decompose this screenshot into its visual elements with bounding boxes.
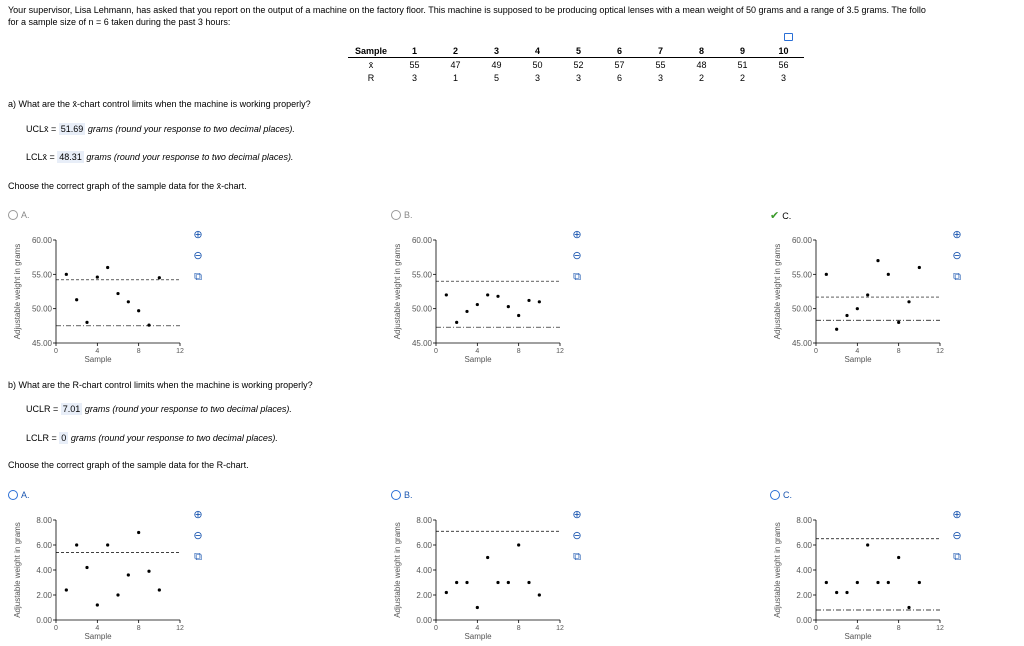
y-tick-label: 50.00 — [791, 304, 812, 314]
data-point — [496, 295, 499, 298]
ucl-xbar-label: UCLx̄ = — [26, 124, 57, 134]
y-tick-label: 45.00 — [411, 339, 432, 348]
x-tick-label: 4 — [855, 625, 860, 632]
data-point — [127, 300, 130, 303]
x-tick-label: 8 — [516, 625, 521, 632]
table-cell: 10 — [763, 44, 804, 58]
popout-icon[interactable]: ⧉ — [194, 551, 202, 563]
data-point — [527, 299, 530, 302]
x-axis-label: Sample — [464, 355, 492, 364]
data-point — [825, 581, 828, 584]
x-tick-label: 0 — [54, 625, 58, 632]
y-tick-label: 8.00 — [796, 516, 812, 525]
data-point — [517, 314, 520, 317]
y-tick-label: 55.00 — [411, 270, 432, 280]
data-point — [876, 259, 879, 262]
data-point — [907, 300, 910, 303]
x-tick-label: 0 — [814, 625, 818, 632]
r-chart-a[interactable] — [10, 508, 210, 641]
data-point — [96, 603, 99, 606]
x-tick-label: 8 — [896, 625, 901, 632]
data-point — [96, 275, 99, 278]
data-point — [106, 543, 109, 546]
popout-icon[interactable]: ⧉ — [953, 271, 961, 283]
data-point — [538, 300, 541, 303]
ucl-r-label: UCLR = — [26, 404, 59, 414]
zoom-out-icon[interactable]: ⊖ — [952, 250, 962, 262]
problem-intro — [8, 4, 1022, 28]
table-cell: 3 — [411, 72, 417, 83]
zoom-out-icon[interactable]: ⊖ — [952, 530, 962, 542]
data-point — [476, 606, 479, 609]
y-tick-label: 50.00 — [411, 304, 432, 314]
intro-line-1: Your supervisor, Lisa Lehmann, has asked that you report on the output of a machine on the factory floor. This machine is supposed to be producing optical lenses with a mean weight of 50 grams and a range of 3.5 grams. The follo — [8, 5, 926, 15]
data-point — [445, 591, 448, 594]
radio-icon[interactable] — [391, 490, 401, 500]
data-point — [116, 292, 119, 295]
data-point — [147, 324, 150, 327]
option-label: B. — [404, 490, 413, 500]
y-tick-label: 6.00 — [416, 541, 432, 550]
data-point — [486, 293, 489, 296]
xbar-chart-b[interactable] — [390, 228, 590, 368]
x-tick-label: 12 — [556, 348, 564, 355]
y-tick-label: 0.00 — [416, 616, 432, 625]
data-point — [158, 588, 161, 591]
sample-data-table — [348, 44, 804, 84]
radio-icon[interactable] — [8, 210, 18, 220]
x-axis-label: Sample — [844, 355, 872, 364]
zoom-in-icon[interactable]: ⊕ — [952, 229, 962, 241]
data-point — [137, 531, 140, 534]
data-point — [106, 266, 109, 269]
zoom-in-icon[interactable]: ⊕ — [193, 509, 203, 521]
data-point — [887, 273, 890, 276]
option-label: C. — [783, 490, 792, 500]
option-b-xbar[interactable] — [391, 210, 413, 220]
ucl-xbar-input[interactable]: 51.69 — [60, 124, 84, 134]
lcl-xbar-label: LCLx̄ = — [26, 152, 55, 162]
table-cell: 50 — [532, 59, 543, 70]
intro-line-2: for a sample size of n = 6 taken during the past 3 hours: — [8, 17, 231, 27]
data-point — [845, 314, 848, 317]
y-tick-label: 60.00 — [31, 236, 52, 245]
data-point — [65, 273, 68, 276]
table-cell: 1 — [452, 72, 458, 83]
zoom-in-icon[interactable]: ⊕ — [952, 509, 962, 521]
data-point — [887, 581, 890, 584]
data-point — [158, 276, 161, 279]
table-cell: 56 — [778, 59, 789, 70]
table-cell: 49 — [491, 59, 502, 70]
r-chart-b[interactable] — [390, 508, 590, 641]
y-tick-label: 4.00 — [796, 566, 812, 575]
y-axis-label: Adjustable weight in grams — [393, 243, 402, 340]
data-point — [538, 593, 541, 596]
data-point — [918, 266, 921, 269]
popout-icon[interactable]: ⧉ — [573, 271, 581, 283]
table-cell: 8 — [681, 44, 722, 58]
data-point — [527, 581, 530, 584]
x-tick-label: 4 — [475, 625, 480, 632]
y-tick-label: 55.00 — [31, 270, 52, 280]
choose-r-graph: Choose the correct graph of the sample data for the R-chart. — [8, 460, 249, 470]
ucl-r-row — [26, 404, 292, 414]
table-cell: 51 — [737, 59, 748, 70]
x-tick-label: 0 — [434, 348, 438, 355]
y-tick-label: 60.00 — [791, 236, 812, 245]
zoom-out-icon[interactable]: ⊖ — [193, 250, 203, 262]
x-tick-label: 0 — [54, 348, 58, 355]
x-axis-label: Sample — [84, 355, 112, 364]
table-cell: 6 — [599, 44, 640, 58]
table-cell: 4 — [517, 44, 558, 58]
ucl-r-input[interactable]: 7.01 — [62, 404, 81, 414]
data-point — [856, 581, 859, 584]
table-cell: 52 — [573, 59, 584, 70]
y-tick-label: 4.00 — [416, 566, 432, 575]
xbar-chart-c[interactable] — [770, 228, 970, 368]
x-tick-label: 0 — [814, 348, 818, 355]
lcl-xbar-row — [26, 152, 293, 162]
y-tick-label: 0.00 — [36, 616, 52, 625]
data-point — [127, 573, 130, 576]
data-point — [75, 298, 78, 301]
copy-icon[interactable] — [784, 33, 793, 41]
data-point — [918, 581, 921, 584]
table-cell: 3 — [476, 44, 517, 58]
x-tick-label: 4 — [95, 625, 100, 632]
y-axis-label: Adjustable weight in grams — [393, 522, 402, 618]
x-tick-label: 12 — [176, 625, 184, 632]
x-tick-label: 12 — [556, 625, 564, 632]
zoom-in-icon[interactable]: ⊕ — [572, 229, 582, 241]
data-point — [897, 556, 900, 559]
y-axis-label: Adjustable weight in grams — [773, 243, 782, 340]
x-tick-label: 8 — [136, 348, 141, 355]
table-cell: 6 — [616, 72, 622, 83]
xbar-chart-a[interactable] — [10, 228, 210, 368]
option-label: B. — [404, 210, 413, 220]
x-tick-label: 4 — [855, 348, 860, 355]
option-label: A. — [21, 490, 30, 500]
y-tick-label: 8.00 — [36, 516, 52, 525]
x-tick-label: 8 — [516, 348, 521, 355]
data-point — [866, 543, 869, 546]
ucl-xbar-hint: grams (round your response to two decimal places). — [87, 124, 295, 134]
table-cell: 3 — [780, 72, 786, 83]
option-a-r[interactable] — [8, 490, 30, 500]
x-tick-label: 12 — [936, 348, 944, 355]
y-tick-label: 6.00 — [796, 541, 812, 550]
table-header-sample: Sample — [348, 44, 394, 58]
option-c-xbar[interactable] — [770, 209, 791, 222]
table-row-label-xbar: x̄ — [368, 59, 374, 70]
data-point — [137, 309, 140, 312]
data-point — [845, 591, 848, 594]
y-axis-label: Adjustable weight in grams — [13, 243, 22, 340]
data-point — [496, 581, 499, 584]
table-cell: 3 — [534, 72, 540, 83]
y-tick-label: 4.00 — [36, 566, 52, 575]
table-cell: 1 — [394, 44, 435, 58]
data-point — [517, 543, 520, 546]
data-point — [455, 321, 458, 324]
option-b-r[interactable] — [391, 490, 413, 500]
zoom-out-icon[interactable]: ⊖ — [572, 250, 582, 262]
y-tick-label: 2.00 — [796, 591, 812, 600]
x-tick-label: 0 — [434, 625, 438, 632]
zoom-in-icon[interactable]: ⊕ — [572, 509, 582, 521]
table-cell: 2 — [739, 72, 745, 83]
popout-icon[interactable]: ⧉ — [573, 551, 581, 563]
x-tick-label: 4 — [475, 348, 480, 355]
question-b: b) What are the R-chart control limits when the machine is working properly? — [8, 380, 313, 390]
choose-xbar-graph: Choose the correct graph of the sample data for the x̄-chart. — [8, 181, 247, 191]
x-axis-label: Sample — [84, 632, 112, 641]
table-cell: 9 — [722, 44, 763, 58]
option-a-xbar[interactable] — [8, 210, 30, 220]
table-cell: 47 — [450, 59, 461, 70]
lcl-r-row — [26, 433, 278, 443]
y-tick-label: 50.00 — [31, 304, 52, 314]
table-cell: 7 — [640, 44, 681, 58]
data-point — [825, 273, 828, 276]
y-tick-label: 45.00 — [31, 339, 52, 348]
radio-icon[interactable] — [770, 490, 780, 500]
table-row-label-r: R — [367, 72, 375, 83]
data-point — [445, 293, 448, 296]
lcl-xbar-hint: grams (round your response to two decimal places). — [86, 152, 294, 162]
y-tick-label: 45.00 — [791, 339, 812, 348]
data-point — [85, 321, 88, 324]
data-point — [465, 581, 468, 584]
table-cell: 3 — [575, 72, 581, 83]
data-point — [116, 593, 119, 596]
y-axis-label: Adjustable weight in grams — [13, 522, 22, 618]
option-label: A. — [21, 210, 30, 220]
lcl-r-hint: grams (round your response to two decimal places). — [70, 433, 278, 443]
table-cell: 57 — [614, 59, 625, 70]
data-point — [486, 556, 489, 559]
data-point — [147, 570, 150, 573]
data-point — [876, 581, 879, 584]
zoom-out-icon[interactable]: ⊖ — [572, 530, 582, 542]
y-tick-label: 2.00 — [36, 591, 52, 600]
table-cell: 3 — [657, 72, 663, 83]
ucl-r-hint: grams (round your response to two decimal places). — [84, 404, 292, 414]
data-point — [866, 293, 869, 296]
radio-icon[interactable] — [391, 210, 401, 220]
table-cell: 5 — [558, 44, 599, 58]
x-axis-label: Sample — [464, 632, 492, 641]
data-point — [75, 543, 78, 546]
popout-icon[interactable]: ⧉ — [953, 551, 961, 563]
y-tick-label: 6.00 — [36, 541, 52, 550]
data-point — [465, 310, 468, 313]
data-point — [476, 303, 479, 306]
zoom-in-icon[interactable]: ⊕ — [193, 229, 203, 241]
lcl-r-label: LCLR = — [26, 433, 57, 443]
y-axis-label: Adjustable weight in grams — [773, 522, 782, 618]
option-label: C. — [782, 210, 792, 221]
data-point — [65, 588, 68, 591]
data-point — [897, 321, 900, 324]
radio-icon[interactable] — [8, 490, 18, 500]
table-cell: 55 — [655, 59, 666, 70]
data-point — [507, 305, 510, 308]
data-point — [85, 566, 88, 569]
checkmark-icon: ✔ — [770, 210, 780, 222]
ucl-xbar-row — [26, 124, 295, 134]
data-point — [835, 328, 838, 331]
y-tick-label: 2.00 — [416, 591, 432, 600]
data-point — [455, 581, 458, 584]
question-a: a) What are the x̄-chart control limits when the machine is working properly? — [8, 99, 311, 109]
x-axis-label: Sample — [844, 632, 872, 641]
data-point — [907, 606, 910, 609]
x-tick-label: 12 — [936, 625, 944, 632]
x-tick-label: 8 — [896, 348, 901, 355]
r-chart-c[interactable] — [770, 508, 970, 641]
popout-icon[interactable]: ⧉ — [194, 271, 202, 283]
lcl-xbar-input[interactable]: 48.31 — [59, 152, 82, 162]
data-point — [835, 591, 838, 594]
x-tick-label: 8 — [136, 625, 141, 632]
lcl-r-input[interactable]: 0 — [61, 433, 67, 443]
option-c-r[interactable] — [770, 490, 792, 500]
data-point — [856, 307, 859, 310]
table-cell: 48 — [696, 59, 707, 70]
y-tick-label: 8.00 — [416, 516, 432, 525]
y-tick-label: 0.00 — [796, 616, 812, 625]
y-tick-label: 60.00 — [411, 236, 432, 245]
table-cell: 2 — [698, 72, 704, 83]
table-cell: 55 — [409, 59, 420, 70]
x-tick-label: 4 — [95, 348, 100, 355]
zoom-out-icon[interactable]: ⊖ — [193, 530, 203, 542]
data-point — [507, 581, 510, 584]
x-tick-label: 12 — [176, 348, 184, 355]
table-cell: 2 — [435, 44, 476, 58]
y-tick-label: 55.00 — [791, 270, 812, 280]
table-cell: 5 — [493, 72, 499, 83]
